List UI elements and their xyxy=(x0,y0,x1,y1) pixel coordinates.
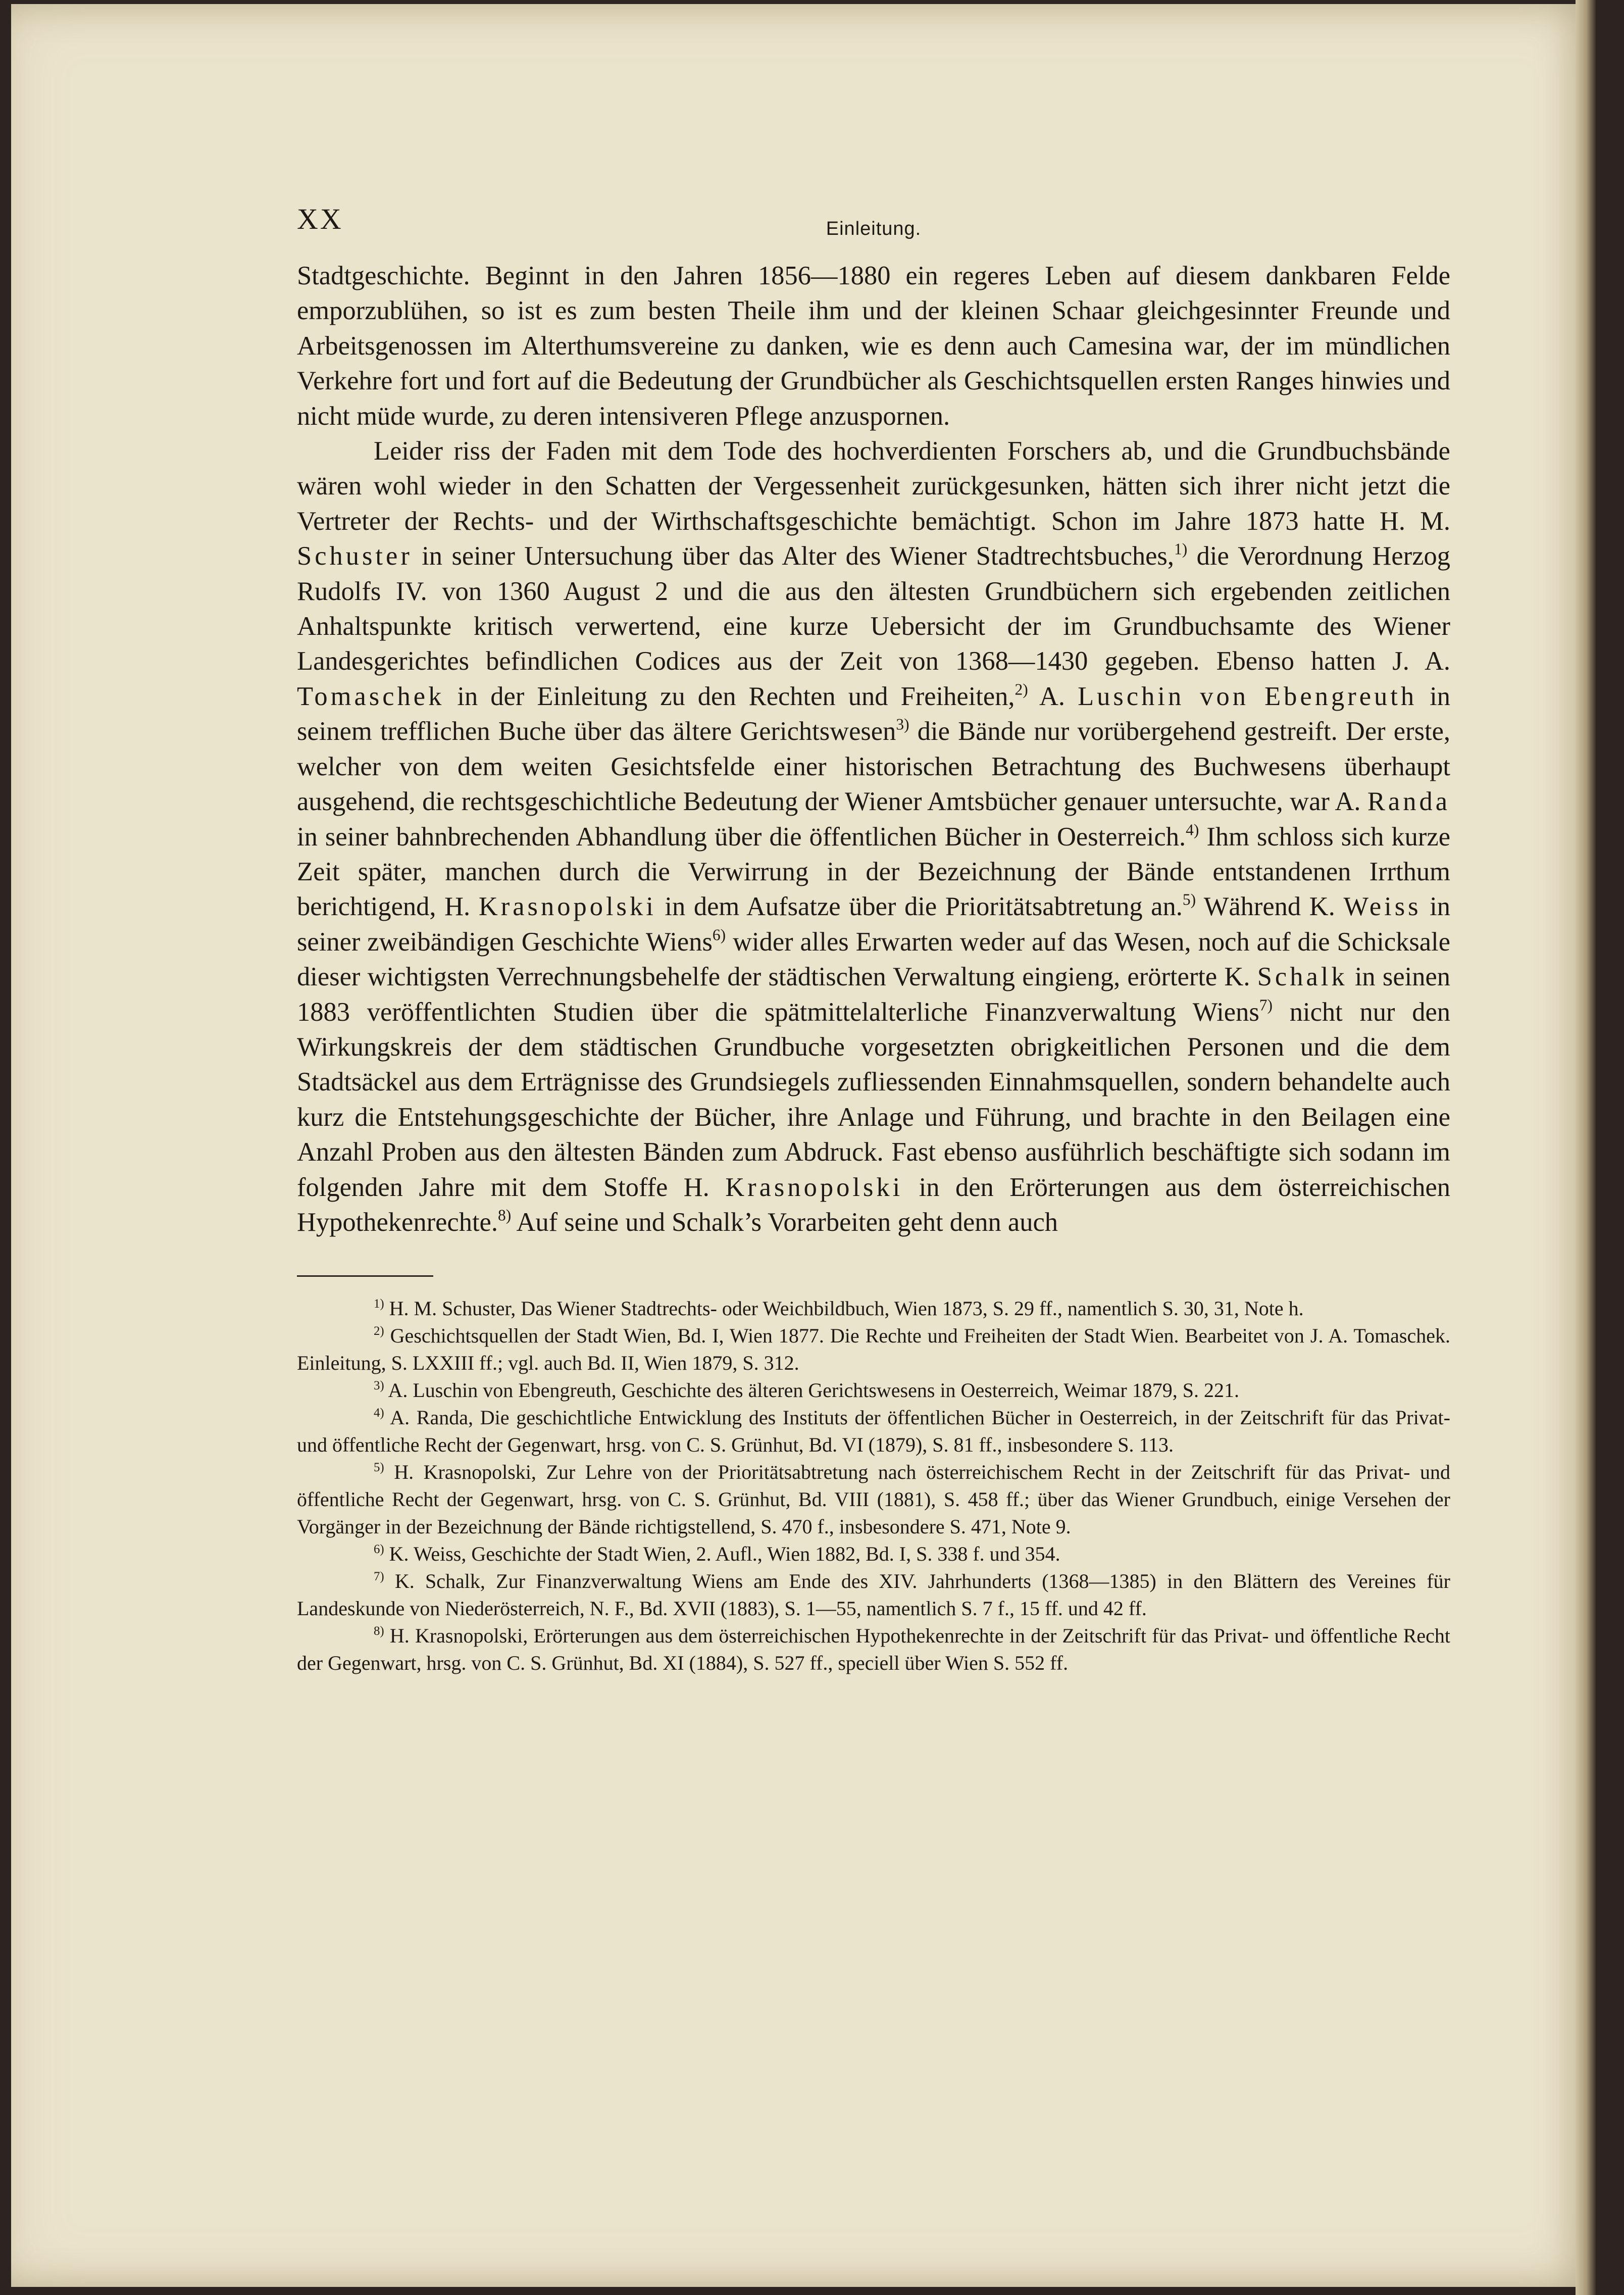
footnote-text: A. Luschin von Ebengreuth, Geschichte des älteren Gerichtswesens in Oesterreich, Weimar 1879, S. 221. xyxy=(388,1379,1240,1402)
text-run: in der Einleitung zu den Rechten und Freiheiten, xyxy=(457,681,1015,711)
main-text xyxy=(297,259,1450,1240)
paragraph xyxy=(297,259,1450,434)
text-run: in seinen 1883 veröffentlichten Studien über die spätmittelalterliche Finanzverwaltung Wiens xyxy=(297,962,1451,1027)
footnote-mark: 1) xyxy=(374,1297,384,1311)
page-content xyxy=(297,202,1450,1677)
footnote-ref: 7) xyxy=(1259,996,1273,1014)
footnote-ref: 2) xyxy=(1014,680,1028,699)
footnote-text: K. Weiss, Geschichte der Stadt Wien, 2. Aufl., Wien 1882, Bd. I, S. 338 f. und 354. xyxy=(389,1542,1060,1566)
footnote xyxy=(297,1377,1450,1404)
text-run: in dem Aufsatze über die Prioritätsabtretung an. xyxy=(665,892,1183,922)
footnote xyxy=(297,1540,1450,1568)
footnote-text: A. Randa, Die geschichtliche Entwicklung des Instituts der öffentlichen Bücher in Oesterreich, in der Zeitschrift für das Privat- und öffentliche Recht der Gegenwart, hrsg. von C. S. Grünhut, Bd. VI (1879), S. 81 ff., insbesondere S. 113. xyxy=(297,1406,1450,1457)
footnote xyxy=(297,1568,1450,1622)
footnote-ref: 4) xyxy=(1186,821,1199,839)
footnotes xyxy=(297,1295,1450,1677)
footnote-text: H. Krasnopolski, Zur Lehre von der Prioritätsabtretung nach österreichischem Recht in der Zeitschrift für das Privat- und öffentliche Recht der Gegenwart, hrsg. von C. S. Grünhut, Bd. VIII (1881), S. 458 ff.; über das Wiener Grundbuch, einige Versehen der Vorgänger in der Bezeichnung der Bände richtigstellend, S. 470 f., insbesondere S. 471, Note 9. xyxy=(297,1461,1451,1538)
footnote-text: K. Schalk, Zur Finanzverwaltung Wiens am Ende des XIV. Jahrhunderts (1368—1385) in den Blättern des Vereines für Landeskunde von Niederösterreich, N. F., Bd. XVII (1883), S. 1—55, namentlich S. 7 f., 15 ff. und 42 ff. xyxy=(297,1570,1450,1620)
text-run: in seiner zweibändigen Geschichte Wiens xyxy=(297,892,1451,957)
author-name: Schalk xyxy=(1257,962,1348,992)
footnote-text: Geschichtsquellen der Stadt Wien, Bd. I, Wien 1877. Die Rechte und Freiheiten der Stadt Wien. Bearbeitet von J. A. Tomaschek. Einleitung, S. LXXIII ff.; vgl. auch Bd. II, Wien 1879, S. 312. xyxy=(297,1324,1451,1375)
page-edge xyxy=(1576,0,1596,2295)
text-run: Leider riss der Faden mit dem Tode des hochverdienten Forschers ab, und die Grundbuchsbände wären wohl wieder in den Schatten der Vergessenheit zurückgesunken, hätten sich ihrer nicht jetzt die Vertreter der Rechts- und der Wirthschaftsgeschichte bemächtigt. Schon im Jahre 1873 hatte H. M. xyxy=(297,436,1450,536)
text-run: Während K. xyxy=(1203,892,1335,922)
footnote-mark: 8) xyxy=(374,1624,384,1638)
text-run: in seiner Untersuchung über das Alter des Wiener Stadtrechtsbuches, xyxy=(422,541,1174,571)
footnote xyxy=(297,1322,1450,1377)
running-title: Einleitung. xyxy=(826,218,922,239)
text-run: Stadtgeschichte. Beginnt in den Jahren 1856—1880 ein regeres Leben auf diesem dankbaren Felde emporzublühen, so ist es zum besten Theile ihm und der kleinen Schaar gleichgesinnter Freunde und Arbeitsgenossen im Alterthumsvereine zu danken, wie es denn auch Camesina war, der im mündlichen Verkehre fort und fort auf die Bedeutung der Grundbücher als Geschichtsquellen ersten Ranges hinwies und nicht müde wurde, zu deren intensiveren Pflege anzuspornen. xyxy=(297,261,1450,431)
text-run: wider alles Erwarten weder auf das Wesen, noch auf die Schicksale dieser wichtigsten Verrechnungsbehelfe der städtischen Verwaltung eingieng, erörterte K. xyxy=(297,927,1451,992)
author-name: Tomaschek xyxy=(297,681,445,711)
text-run: Ihm schloss sich kurze Zeit später, manchen durch die Verwirrung in der Bezeichnung der Bände entstandenen Irrthum berichtigend, H. xyxy=(297,822,1451,922)
footnote-mark: 6) xyxy=(374,1542,384,1557)
footnote-ref: 5) xyxy=(1182,890,1196,909)
footnote-mark: 7) xyxy=(374,1570,384,1584)
footnote-mark: 2) xyxy=(374,1324,384,1338)
footnote-ref: 8) xyxy=(497,1206,512,1224)
footnote xyxy=(297,1459,1450,1540)
footnote-ref: 1) xyxy=(1174,540,1188,558)
footnote xyxy=(297,1295,1450,1322)
page-number: XX xyxy=(297,203,343,235)
paragraph xyxy=(297,434,1450,1240)
footnote-mark: 5) xyxy=(374,1461,384,1475)
author-name: Schuster xyxy=(297,541,413,571)
text-run: in seinem trefflichen Buche über das ältere Gerichtswesen xyxy=(297,681,1451,746)
text-run: in seiner bahnbrechenden Abhandlung über die öffentlichen Bücher in Oesterreich. xyxy=(297,822,1186,852)
text-run: die Bände nur vorübergehend gestreift. Der erste, welcher von dem weiten Gesichtsfelde einer historischen Betrachtung des Buchwesens überhaupt ausgehend, die rechtsgeschichtliche Bedeutung der Wiener Amtsbücher genauer untersuchte, war A. xyxy=(297,717,1451,817)
footnote-mark: 3) xyxy=(374,1379,384,1393)
footnote-mark: 4) xyxy=(374,1406,384,1420)
footnote-ref: 6) xyxy=(712,926,726,944)
footnote xyxy=(297,1404,1450,1459)
footnote-ref: 3) xyxy=(896,715,909,733)
text-run: A. xyxy=(1039,681,1065,711)
text-run: in den Erörterungen aus dem österreichischen Hypothekenrechte. xyxy=(297,1172,1451,1237)
text-run: Auf seine und Schalk’s Vorarbeiten geht denn auch xyxy=(516,1207,1058,1237)
text-run: nicht nur den Wirkungskreis der dem städtischen Grundbuche vorgesetzten obrigkeitlichen Personen und die dem Stadtsäckel aus dem Erträgnisse des Grundsiegels zufliessenden Einnahmsquellen, sondern behandelte auch kurz die Entstehungsgeschichte der Bücher, ihre Anlage und Führung, und brachte in den Beilagen eine Anzahl Proben aus den ältesten Bänden zum Abdruck. Fast ebenso ausführlich beschäftigte sich sodann im folgenden Jahre mit dem Stoffe H. xyxy=(297,997,1451,1202)
author-name: Luschin von Ebengreuth xyxy=(1078,681,1417,711)
footnote-rule xyxy=(297,1275,433,1277)
author-name: Krasnopolski xyxy=(478,892,656,922)
footnote-text: H. Krasnopolski, Erörterungen aus dem österreichischen Hypothekenrechte in der Zeitschrift für das Privat- und öffentliche Recht der Gegenwart, hrsg. von C. S. Grünhut, Bd. XI (1884), S. 527 ff., speciell über Wien S. 552 ff. xyxy=(297,1624,1451,1675)
author-name: Weiss xyxy=(1343,892,1422,922)
footnote xyxy=(297,1622,1450,1677)
author-name: Randa xyxy=(1367,787,1451,817)
author-name: Krasnopolski xyxy=(725,1172,903,1202)
footnote-text: H. M. Schuster, Das Wiener Stadtrechts- oder Weichbildbuch, Wien 1873, S. 29 ff., namentlich S. 30, 31, Note h. xyxy=(389,1297,1304,1320)
page-header xyxy=(297,202,1450,238)
text-run: die Verordnung Herzog Rudolfs IV. von 1360 August 2 und die aus den ältesten Grundbüchern sich ergebenden zeitlichen Anhaltspunkte kritisch verwertend, eine kurze Uebersicht der im Grundbuchsamte des Wiener Landesgerichtes befindlichen Codices aus der Zeit von 1368—1430 gegeben. Ebenso hatten J. A. xyxy=(297,541,1450,676)
